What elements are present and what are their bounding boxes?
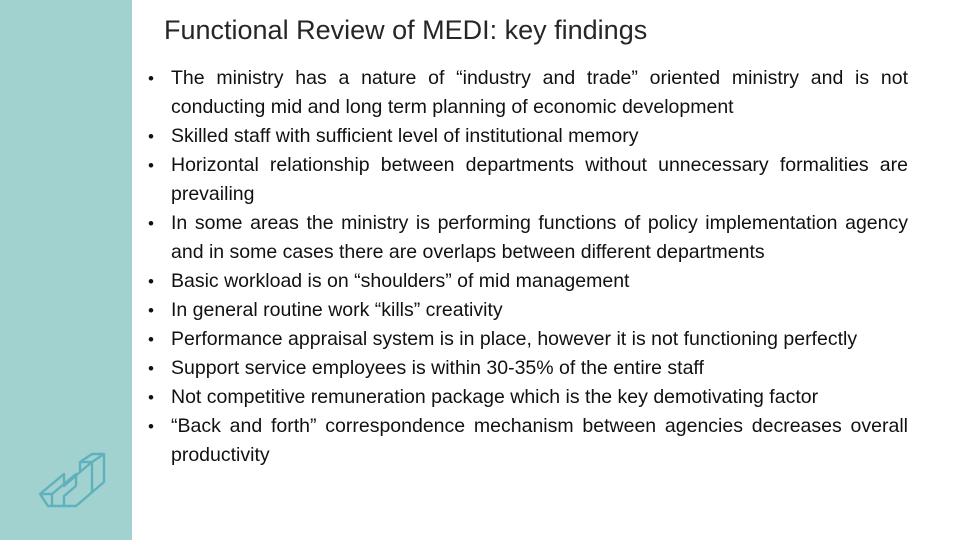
list-item <box>148 151 908 209</box>
list-item <box>148 122 908 151</box>
list-item <box>148 64 908 122</box>
bullet-icon: • <box>148 330 154 349</box>
list-item-text: Performance appraisal system is in place, however it is not functioning perfectly <box>171 328 858 350</box>
list-item-text: Support service employees is within 30-35% of the entire staff <box>171 357 704 379</box>
list-item-text: Skilled staff with sufficient level of institutional memory <box>171 125 639 147</box>
organization-logo-icon <box>36 452 108 512</box>
list-item-text: “Back and forth” correspondence mechanism between agencies decreases overall productivity <box>171 415 908 466</box>
bullet-icon: • <box>148 272 154 291</box>
bullet-icon: • <box>148 417 154 436</box>
list-item <box>148 296 908 325</box>
bullet-icon: • <box>148 301 154 320</box>
bullet-icon: • <box>148 156 154 175</box>
bullet-icon: • <box>148 127 154 146</box>
list-item <box>148 354 908 383</box>
list-item <box>148 383 908 412</box>
slide-title: Functional Review of MEDI: key findings <box>164 15 648 45</box>
list-item <box>148 325 908 354</box>
list-item-text: The ministry has a nature of “industry and trade” oriented ministry and is not conducting mid and long term planning of economic development <box>171 67 908 118</box>
bullet-icon: • <box>148 388 154 407</box>
list-item <box>148 267 908 296</box>
list-item <box>148 209 908 267</box>
list-item-text: Not competitive remuneration package which is the key demotivating factor <box>171 386 819 408</box>
list-item-text: In general routine work “kills” creativity <box>171 299 503 321</box>
findings-list <box>148 64 908 470</box>
list-item-text: Basic workload is on “shoulders” of mid management <box>171 270 630 292</box>
list-item <box>148 412 908 470</box>
bullet-icon: • <box>148 359 154 378</box>
list-item-text: Horizontal relationship between departments without unnecessary formalities are prevailing <box>171 154 908 205</box>
bullet-icon: • <box>148 69 154 88</box>
list-item-text: In some areas the ministry is performing functions of policy implementation agency and in some cases there are overlaps between different departments <box>171 212 908 263</box>
bullet-icon: • <box>148 214 154 233</box>
